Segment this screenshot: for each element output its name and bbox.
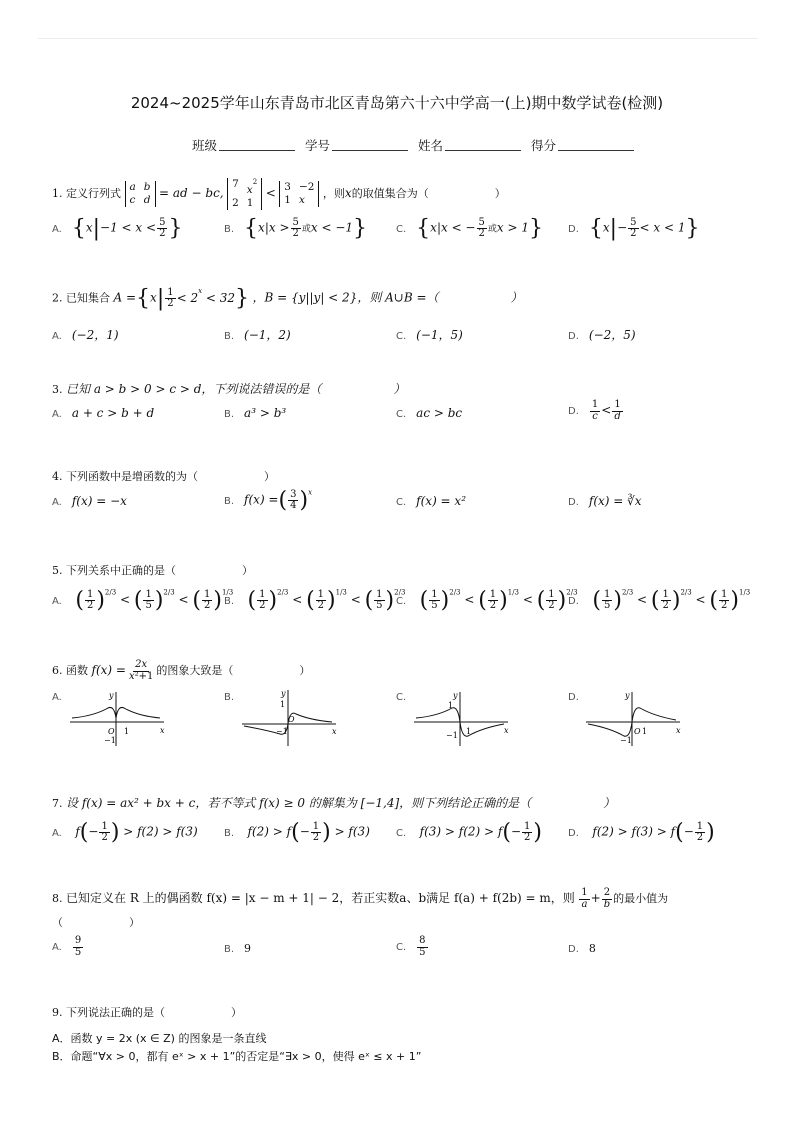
q7-option-d[interactable]: D. f(2) > f(3) > f(− $\frac{1}{2}$ ) [568, 820, 715, 845]
q2-option-d[interactable]: D. (−2，5) [568, 328, 636, 342]
q6-option-b[interactable]: B. [224, 692, 235, 703]
svg-text:−1: −1 [446, 731, 458, 740]
q6-graph-c [408, 688, 518, 748]
q6-graph-b [236, 688, 346, 748]
score-blank[interactable] [558, 138, 634, 151]
svg-text:x: x [332, 727, 337, 736]
svg-text:1: 1 [124, 727, 130, 736]
svg-text:1: 1 [280, 700, 286, 709]
q6-graph-d [580, 688, 690, 748]
q1-option-d[interactable]: D. {x|− $\frac{5}{2}$ < x < 1} [568, 216, 700, 241]
q3-option-a[interactable]: A. a + c > b + d [52, 406, 155, 420]
q2-option-c[interactable]: C. (−1，5) [396, 328, 463, 342]
q7-option-c[interactable]: C. f(3) > f(2) > f(− $\frac{1}{2}$ ) [396, 820, 542, 845]
svg-text:y: y [453, 691, 458, 700]
svg-text:y: y [625, 691, 630, 700]
student-info-row [192, 136, 634, 154]
svg-text:−1: −1 [620, 736, 632, 745]
determinant-right: 3 −2 1 x [279, 181, 319, 207]
svg-text:1: 1 [642, 727, 648, 736]
q3-option-b[interactable]: B. a³ > b³ [224, 406, 287, 420]
question-stem: 定义行列式 [66, 187, 121, 201]
svg-text:y: y [109, 691, 114, 700]
question-2: 2. 已知集合 A ={x| $\frac{1}{2}$ < $2^x < 32$} ，B = {y||y| < 2}，则 A∪B =（ ） [52, 286, 523, 311]
name-blank[interactable] [445, 138, 521, 151]
q9-option-b[interactable]: B．命题“∀x > 0，都有 eˣ > x + 1”的否定是“∃x > 0，使得 eˣ ≤ x + 1” [52, 1050, 422, 1063]
exam-title: 2024~2025学年山东青岛市北区青岛第六十六中学高一(上)期中数学试卷(检测) [130, 94, 664, 112]
question-5: 5. 下列关系中正确的是（ ） [52, 564, 253, 577]
question-number: 1. [52, 187, 63, 201]
q7-option-a[interactable]: A. f(− $\frac{1}{2}$ ) > f(2) > f(3) [52, 820, 198, 845]
q1-option-b[interactable]: B. {x|x > $\frac{5}{2}$ 或x < −1} [224, 216, 368, 241]
determinant-def: a b c d [125, 181, 156, 207]
svg-text:O: O [288, 715, 295, 724]
q4-option-a[interactable]: A. f(x) = −x [52, 494, 127, 508]
class-blank[interactable] [219, 138, 295, 151]
q5-option-c[interactable]: C. ( $\frac{1}{5}$ )$^{2/3}$ < ( $\frac{1}{2}$ )$^{1/3}$ < ( $\frac{1}{2}$ )$^{2/3}$ [396, 588, 578, 613]
q5-option-d[interactable]: D. ( $\frac{1}{5}$ )$^{2/3}$ < ( $\frac{1}{2}$ )$^{2/3}$ < ( $\frac{1}{2}$ )$^{1/3}$ [568, 588, 751, 613]
q8-option-a[interactable]: A. $\frac{9}{5}$ [52, 935, 82, 958]
svg-text:1: 1 [466, 727, 472, 736]
svg-text:−1: −1 [104, 736, 116, 745]
q4-option-d[interactable]: D. f(x) = ∛x [568, 494, 642, 508]
svg-text:−1: −1 [276, 727, 288, 736]
question-8-paren: （ ） [52, 916, 140, 929]
question-8: 8. 已知定义在 R 上的偶函数 f(x) = |x − m + 1| − 2，若正实数a、b满足 f(a) + f(2b) = m，则 $\frac{1}{a}$ + $\frac{2}{b}$ 的最小值为 [52, 887, 669, 910]
q5-option-a[interactable]: A. ( $\frac{1}{2}$ )$^{2/3}$ < ( $\frac{1}{5}$ )$^{2/3}$ < ( $\frac{1}{2}$ )$^{1/3}$ [52, 588, 234, 613]
svg-text:x: x [676, 726, 681, 735]
q5-option-b[interactable]: B. ( $\frac{1}{2}$ )$^{2/3}$ < ( $\frac{1}{2}$ )$^{1/3}$ < ( $\frac{1}{5}$ )$^{2/3}$ [224, 588, 406, 613]
class-label: 班级 [192, 138, 218, 153]
q1-option-a[interactable]: A. {x|−1 < x < $\frac{5}{2}$ } [52, 216, 183, 241]
q8-option-b[interactable]: B. 9 [224, 942, 252, 955]
q2-option-b[interactable]: B. (−1，2) [224, 328, 291, 342]
q9-option-a[interactable]: A．函数 y = 2x (x ∈ Z) 的图象是一条直线 [52, 1032, 267, 1045]
q2-option-a[interactable]: A. (−2，1) [52, 328, 119, 342]
svg-text:y: y [281, 689, 286, 698]
question-4: 4. 下列函数中是增函数的为（ ） [52, 470, 275, 483]
q6-graph-a [64, 688, 174, 748]
name-label: 姓名 [418, 138, 444, 153]
question-3: 3. 已知 a > b > 0 > c > d，下列说法错误的是（ ） [52, 382, 406, 396]
q3-option-d[interactable]: D. $\frac{1}{c}$ < $\frac{1}{d}$ [568, 399, 621, 422]
determinant-formula: = ad − bc, [159, 186, 224, 201]
q8-option-c[interactable]: C. $\frac{8}{5}$ [396, 935, 426, 958]
score-label: 得分 [531, 138, 557, 153]
question-7: 7. 设 f(x) = ax² + bx + c，若不等式 f(x) ≥ 0 的解集为 [−1,4]，则下列结论正确的是（ ） [52, 796, 616, 810]
svg-text:O: O [108, 727, 115, 736]
svg-text:O: O [634, 727, 641, 736]
q8-option-d[interactable]: D. 8 [568, 942, 596, 955]
q7-option-b[interactable]: B. f(2) > f(− $\frac{1}{2}$ ) > f(3) [224, 820, 370, 845]
svg-text:1: 1 [448, 701, 454, 710]
q4-option-c[interactable]: C. f(x) = x² [396, 494, 467, 508]
q1-option-c[interactable]: C. {x|x < − $\frac{5}{2}$ 或x > 1} [396, 216, 543, 241]
header-rule [38, 38, 758, 39]
q4-option-b[interactable]: B. f(x) =( $\frac{3}{4}$ )$^x$ [224, 488, 313, 513]
svg-text:x: x [504, 726, 509, 735]
q6-option-d[interactable]: D. [568, 692, 579, 703]
question-9: 9. 下列说法正确的是（ ） [52, 1006, 242, 1019]
id-blank[interactable] [332, 138, 408, 151]
determinant-left: 7 $x^2$ 2 1 [227, 178, 262, 210]
q6-option-c[interactable]: C. [396, 692, 407, 703]
q3-option-c[interactable]: C. ac > bc [396, 406, 463, 420]
id-label: 学号 [305, 138, 331, 153]
q6-option-a[interactable]: A. [52, 692, 62, 703]
svg-text:x: x [160, 726, 165, 735]
question-1: 1. 定义行列式 a b c d = ad − bc, 7 $x^2$ 2 1 < 3 −2 1 x ，则x的取值集合为（ ） [52, 178, 506, 210]
question-6: 6. 函数 f(x) = $\frac{2x}{\text{x²+1}}$ 的图象大致是（ ） [52, 659, 311, 682]
